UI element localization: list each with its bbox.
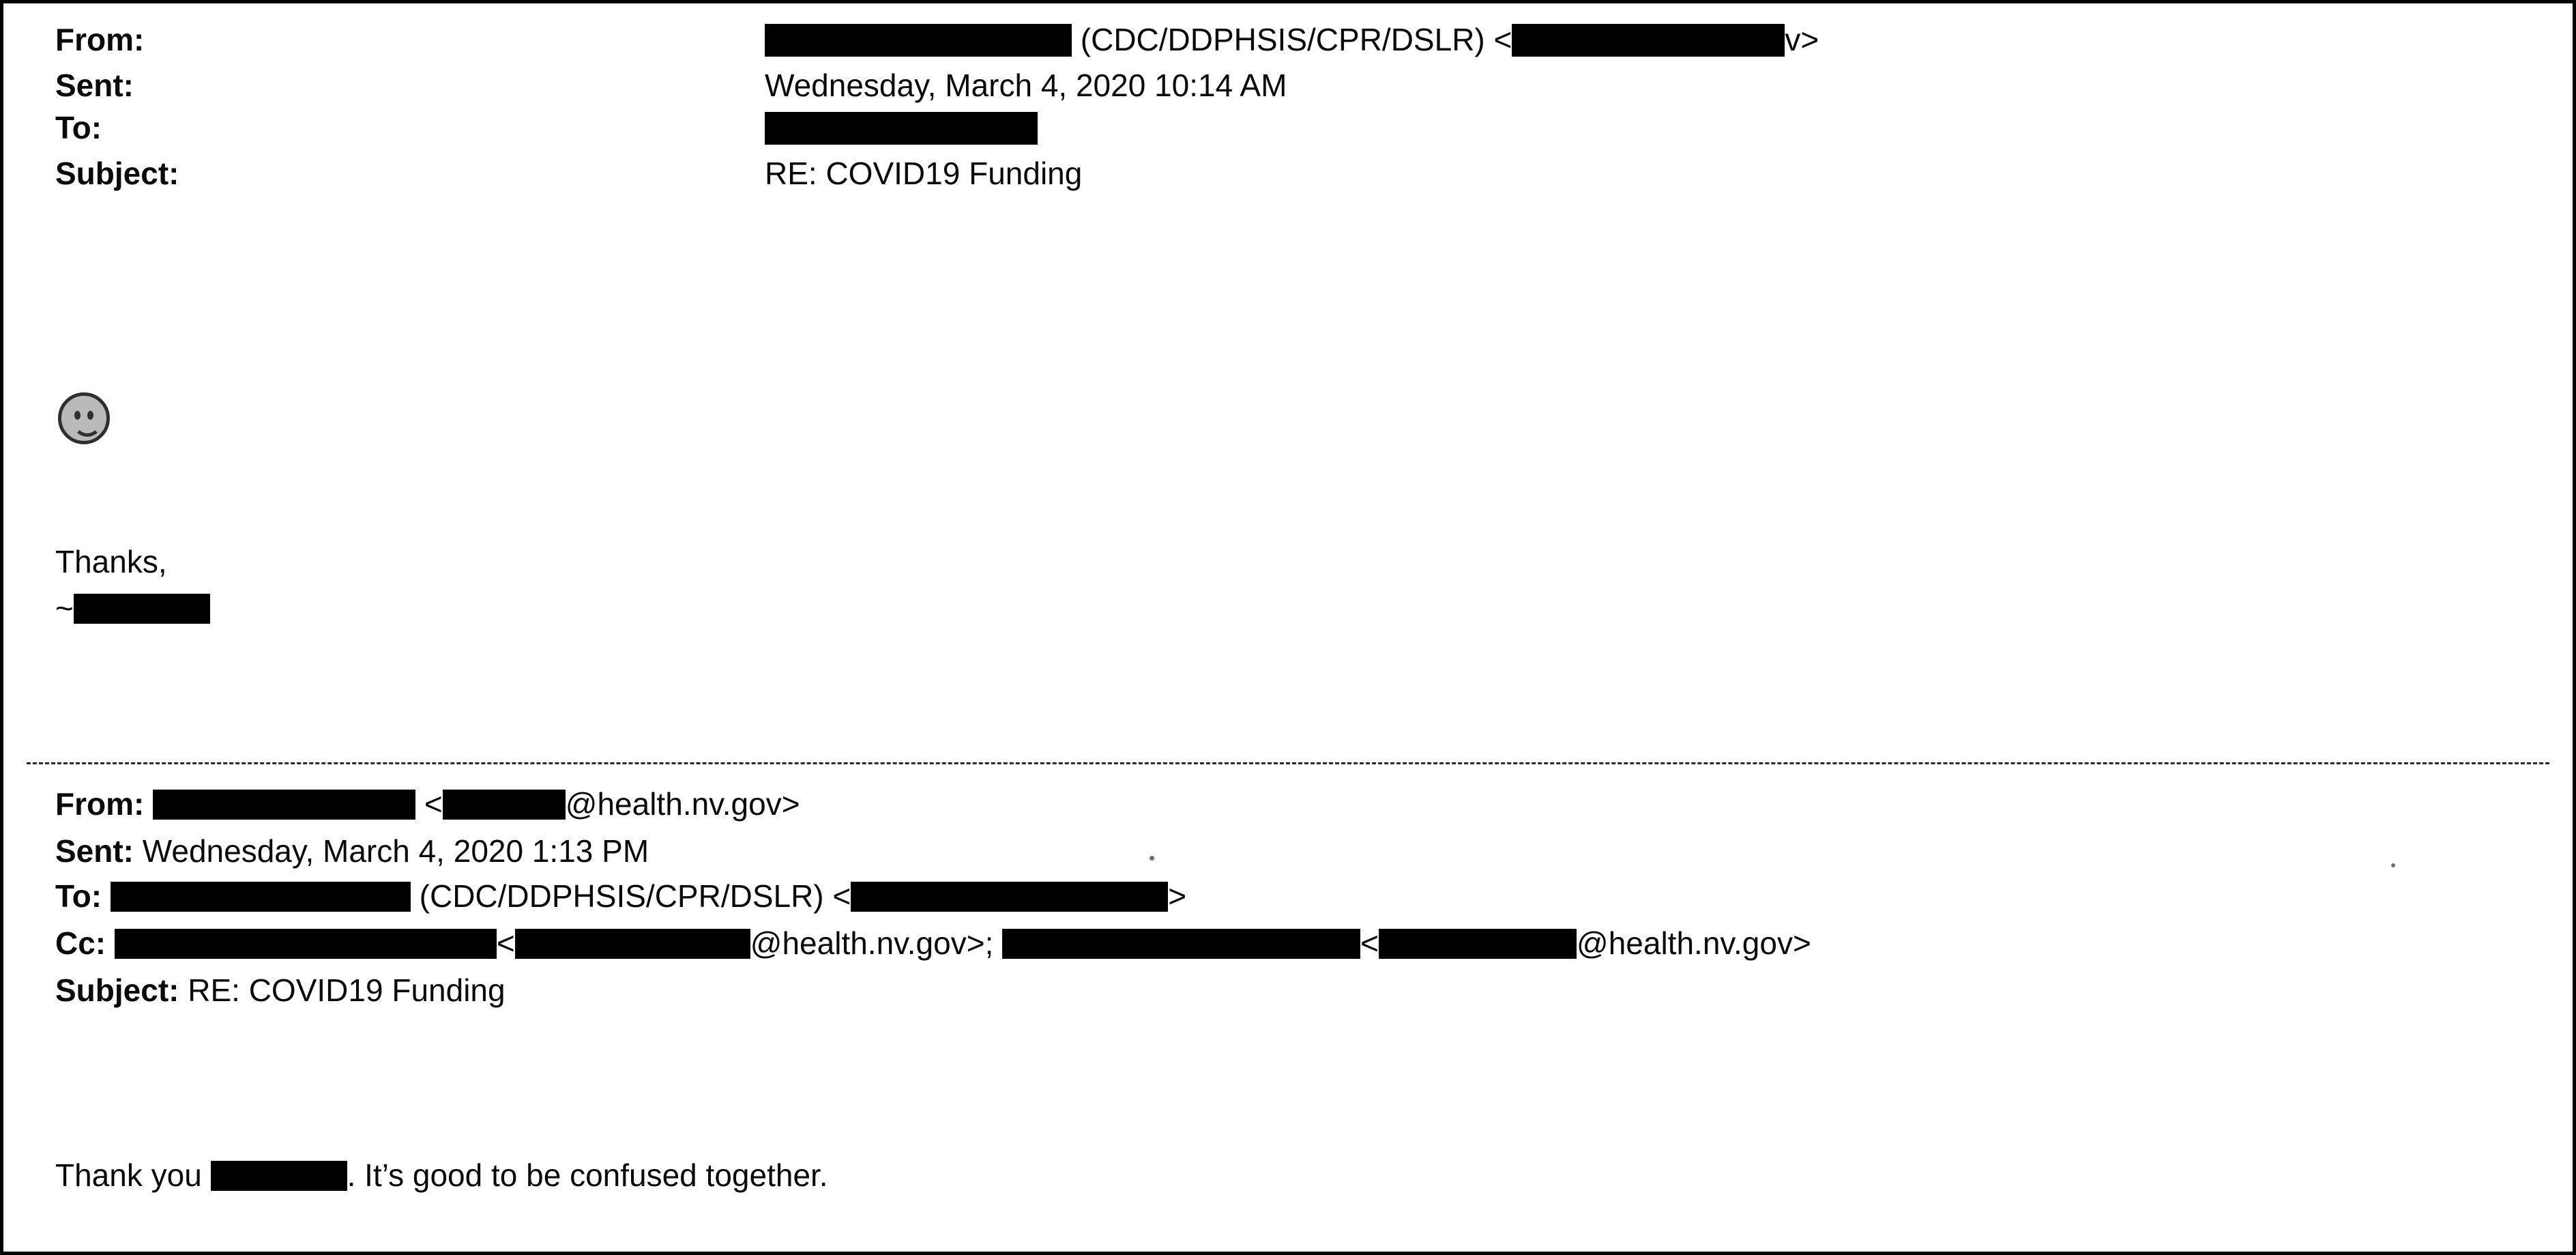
quoted-subject-value: RE: COVID19 Funding	[188, 972, 506, 1008]
sent-value: Wednesday, March 4, 2020 10:14 AM	[765, 67, 1287, 103]
redaction-block	[515, 929, 750, 959]
redaction-block	[111, 882, 411, 912]
signature-block	[55, 543, 210, 627]
from-label: From:	[55, 22, 145, 57]
header-row-subject	[55, 158, 2532, 200]
sent-label: Sent:	[55, 67, 134, 103]
quoted-cc-mid-1: <	[496, 925, 515, 961]
smiley-face-icon	[58, 392, 110, 444]
quoted-cc-value-1: @health.nv.gov>;	[750, 925, 994, 961]
header-row-to	[55, 112, 2532, 158]
quoted-row-sent	[55, 835, 2532, 867]
redaction-block	[1379, 929, 1577, 959]
quoted-to-label: To:	[55, 878, 102, 914]
scan-artifact	[2391, 863, 2395, 867]
body-text-after: . It’s good to be confused together.	[347, 1157, 828, 1193]
subject-label: Subject:	[55, 155, 179, 191]
quoted-to-mid: (CDC/DDPHSIS/CPR/DSLR) <	[419, 878, 851, 914]
email-header-table	[55, 24, 2532, 200]
quoted-sent-value: Wednesday, March 4, 2020 1:13 PM	[142, 833, 649, 869]
redaction-block	[115, 929, 497, 959]
scan-artifact	[1150, 856, 1154, 861]
redaction-block	[851, 882, 1168, 912]
quoted-from-label: From:	[55, 786, 145, 822]
quoted-sent-label: Sent:	[55, 833, 134, 869]
quoted-from-mid: <	[424, 786, 443, 822]
quoted-email-header	[55, 788, 2532, 1020]
smiley-mouth	[73, 416, 102, 437]
body-text-before: Thank you	[55, 1157, 211, 1193]
signature-name	[55, 589, 210, 627]
redaction-block	[74, 594, 210, 624]
quoted-from-value: @health.nv.gov>	[565, 786, 800, 822]
redaction-block	[765, 24, 1072, 57]
subject-value: RE: COVID19 Funding	[765, 155, 1083, 191]
quoted-cc-mid-2: <	[1360, 925, 1379, 961]
redaction-block	[1002, 929, 1360, 959]
redaction-block	[765, 112, 1038, 145]
quoted-row-to	[55, 880, 2532, 914]
redaction-block	[1512, 24, 1785, 57]
to-label: To:	[55, 109, 102, 145]
quoted-row-subject	[55, 972, 2532, 1008]
redaction-block	[153, 790, 415, 820]
header-row-sent	[55, 70, 2532, 112]
email-printout	[3, 3, 2573, 1252]
quoted-cc-label: Cc:	[55, 925, 106, 961]
quoted-subject-label: Subject:	[55, 972, 179, 1008]
signature-thanks: Thanks,	[55, 544, 167, 579]
from-value-tail: v>	[1785, 22, 1819, 57]
redaction-block	[443, 790, 566, 820]
quoted-row-from	[55, 788, 2532, 822]
quoted-row-cc	[55, 927, 2532, 961]
redaction-block	[211, 1161, 347, 1191]
message-divider	[27, 762, 2549, 764]
email-body-paragraph	[55, 1157, 828, 1194]
signature-tilde: ~	[55, 590, 74, 626]
header-row-from	[55, 24, 2532, 70]
to-value	[765, 112, 2532, 158]
from-value	[765, 24, 2532, 70]
quoted-to-tail: >	[1168, 878, 1187, 914]
quoted-cc-value-2: @health.nv.gov>	[1577, 925, 1811, 961]
from-value-text: (CDC/DDPHSIS/CPR/DSLR) <	[1080, 22, 1512, 57]
